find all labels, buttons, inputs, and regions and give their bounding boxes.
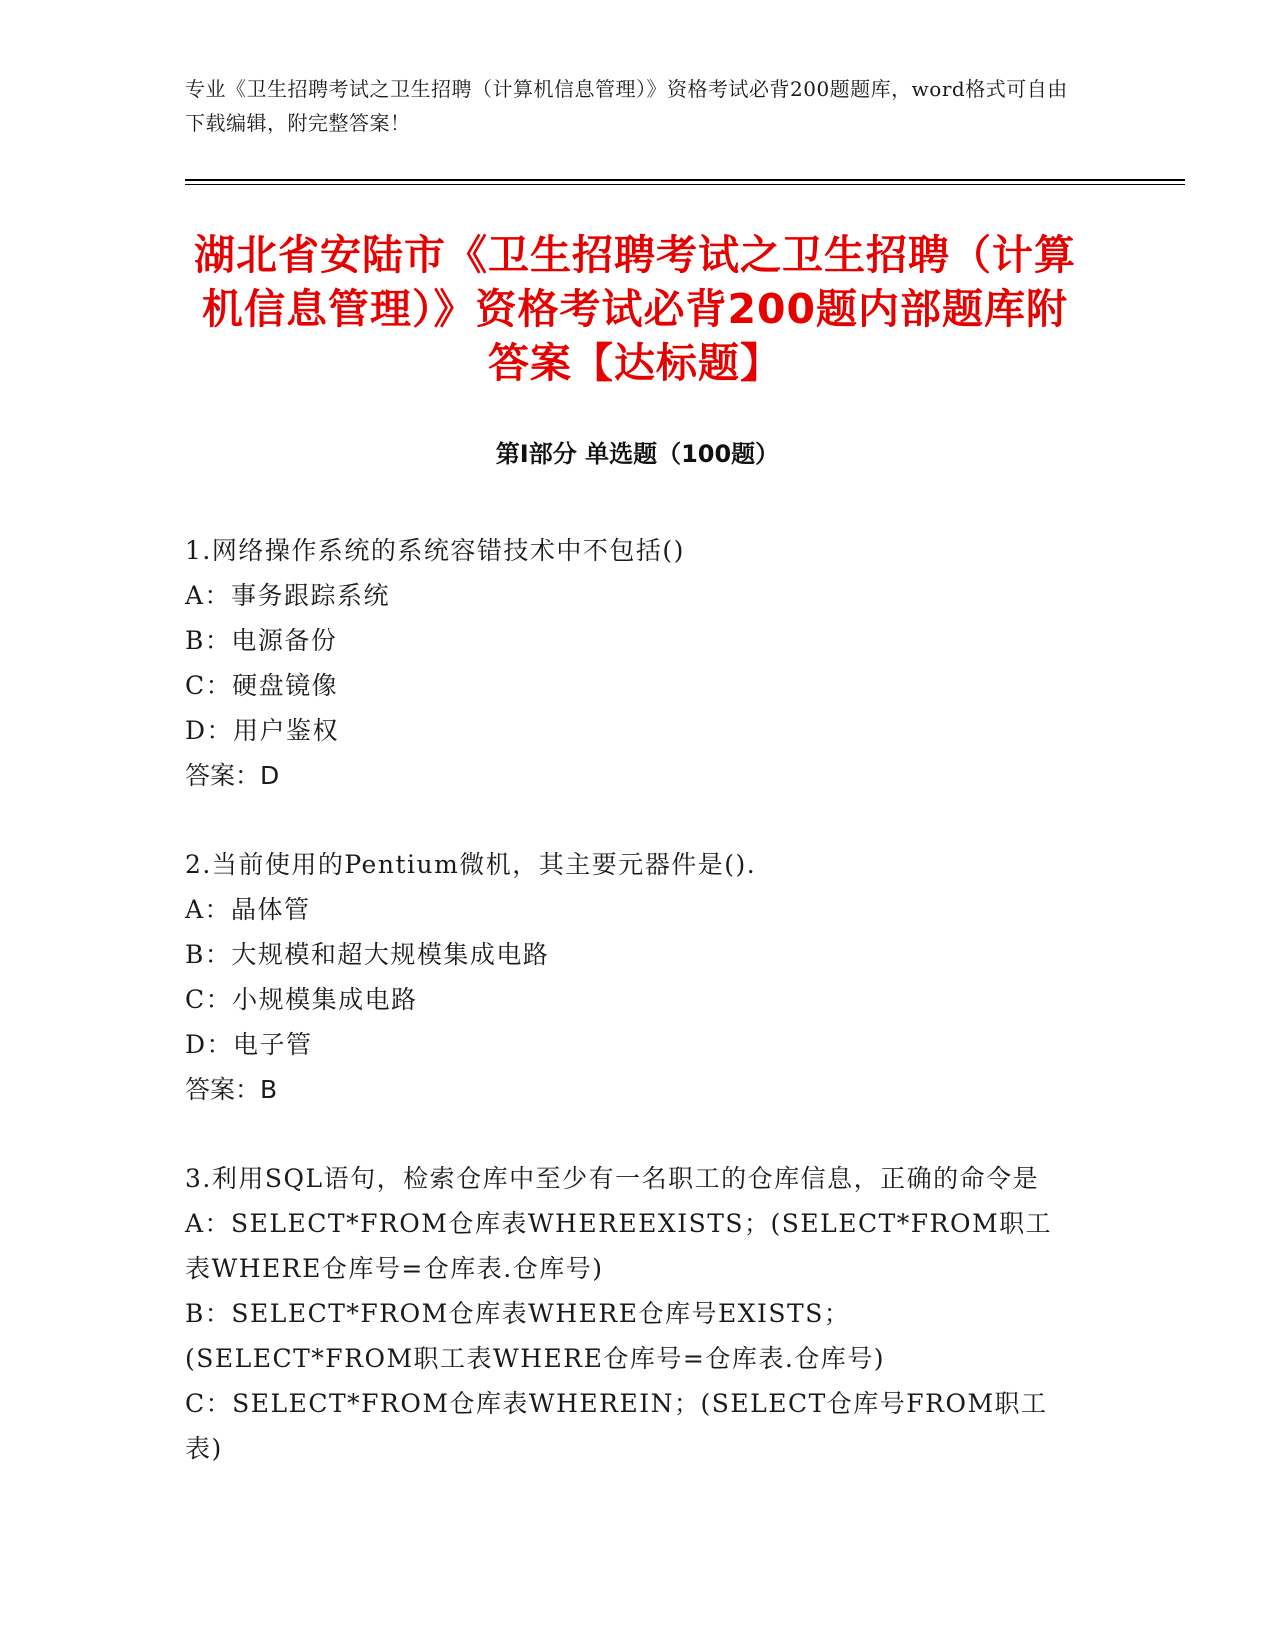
answer: 答案：B	[185, 1075, 278, 1104]
option-d: D：电子管	[185, 1030, 313, 1059]
option-d: D：用户鉴权	[185, 716, 340, 745]
question-stem: 1.网络操作系统的系统容错技术中不包括()	[185, 536, 685, 565]
option-a: A：事务跟踪系统	[185, 581, 391, 610]
option-c: C：小规模集成电路	[185, 985, 418, 1014]
question-list	[185, 528, 1055, 1515]
question-stem: 3.利用SQL语句，检索仓库中至少有一名职工的仓库信息，正确的命令是	[185, 1164, 1040, 1193]
document-title: 湖北省安陆市《卫生招聘考试之卫生招聘（计算机信息管理）》资格考试必背200题内部题库附答案【达标题】	[194, 231, 1076, 387]
question-1	[185, 528, 1055, 798]
header-divider-thick	[185, 179, 1185, 181]
option-c: C：SELECT*FROM仓库表WHEREIN；(SELECT仓库号FROM职工表)	[185, 1389, 1048, 1463]
option-b: B：电源备份	[185, 626, 338, 655]
section-title: 第Ⅰ部分 单选题（100题）	[495, 440, 780, 468]
option-a: A：SELECT*FROM仓库表WHEREEXISTS；(SELECT*FROM职工表WHERE仓库号=仓库表.仓库号)	[185, 1209, 1053, 1283]
answer: 答案：D	[185, 761, 280, 790]
option-a: A：晶体管	[185, 895, 311, 924]
question-3	[185, 1156, 1055, 1471]
option-c: C：硬盘镜像	[185, 671, 339, 700]
header-divider-thin	[185, 184, 1185, 185]
option-b: B：SELECT*FROM仓库表WHERE仓库号EXISTS；(SELECT*FROM职工表WHERE仓库号=仓库表.仓库号)	[185, 1299, 886, 1373]
header-note: 专业《卫生招聘考试之卫生招聘（计算机信息管理）》资格考试必背200题题库，word格式可自由下载编辑，附完整答案！	[185, 77, 1068, 135]
question-stem: 2.当前使用的Pentium微机，其主要元器件是().	[185, 850, 757, 879]
option-b: B：大规模和超大规模集成电路	[185, 940, 550, 969]
question-2	[185, 842, 1055, 1112]
